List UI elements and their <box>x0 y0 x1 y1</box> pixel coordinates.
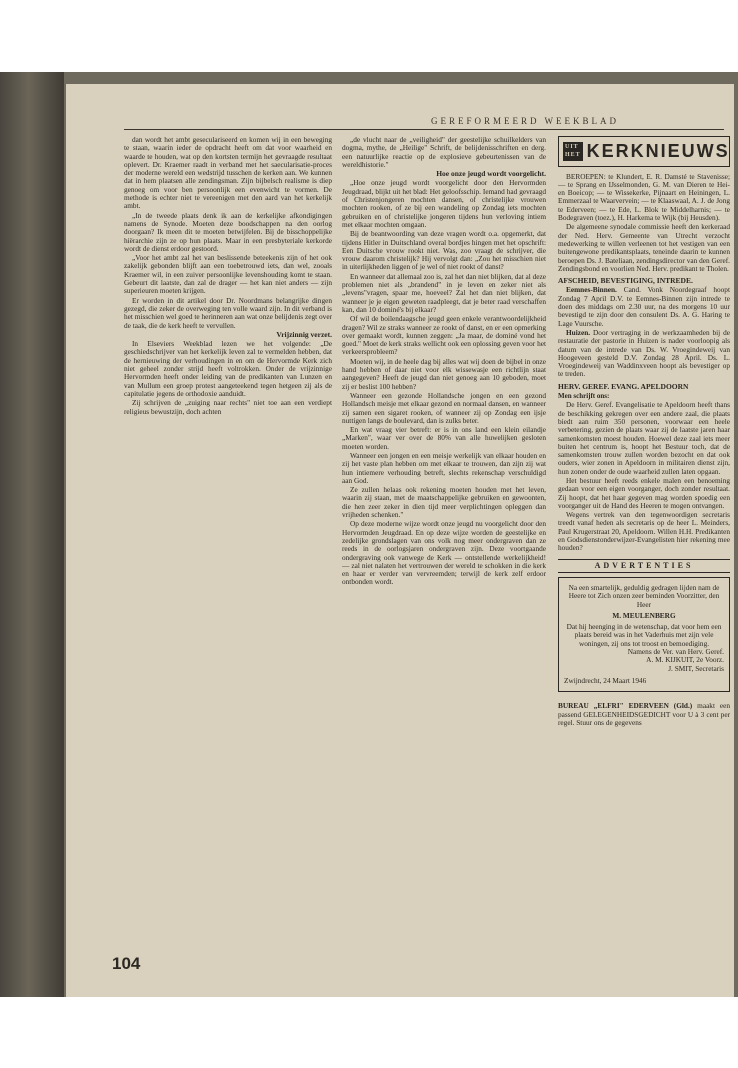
kerknieuws-banner <box>558 136 730 167</box>
header-rule <box>124 129 724 130</box>
paragraph: Moeten wij, in de heele dag bij alles wat wij doen de bijbel in onze hand hebben of daar niet voor elk wissewasje een richtlijn staat aangegeven? Heeft de jeugd dan niet genoeg aan 10 geboden, moet zij er beslist 100 hebben? <box>342 356 546 391</box>
ad-signature: A. M. KIJKUIT, 2e Voorz. <box>646 655 724 665</box>
place-name: Huizen. <box>566 327 591 337</box>
ad-place-date: Zwijndrecht, 24 Maart 1946 <box>564 675 647 685</box>
section-subheading: Men schrijft ons: <box>558 392 610 401</box>
section-heading: AFSCHEID, BEVESTIGING, INTREDE. <box>558 276 693 286</box>
ad-signature: J. SMIT, Secretaris <box>668 663 724 673</box>
book-spine <box>0 72 64 997</box>
page-number: 104 <box>112 954 141 973</box>
subheading-vrijzinnig: Vrijzinnig verzet. <box>276 329 332 339</box>
paragraph: „In de tweede plaats denk ik aan de kerkelijke afkondigingen namens de Synode. Moeten deze boodschappen na den oorlog doorgaan? Ik meen dit te moeten betwijfelen. Bij de bisschoppelijke hiërarchie zijn ze op hun plaats. Maar in een presbyteriale kerkorde wordt de dienst erdoor gestoord. <box>124 210 332 253</box>
paragraph: Wegens vertrek van den tegenwoordigen secretaris treedt vanaf heden als secretaris op de heer L. Meinders, Paul Krugerstraat 20, Apeldoorn. Willen H.H. Predikanten en Godsdienstonderwijzer-Evangelisten hier rekening mee houden? <box>558 510 730 553</box>
paragraph: De Herv. Geref. Evangelisatie te Apeldoorn heeft thans de beschikking gekregen over een andere zaal, die plaats biedt aan ruim 350 personen, voorwaar een heele verbetering, gezien de plaats waar zij de laatste jaren haar samenkomsten moest houden. Hoewel deze zaal iets meer buiten het centrum is, hoopt het Bestuur toch, dat de samenkomsten trouw zullen worden bezocht en dat ook ouders, wier zonen in Apeldoorn in militairen dienst zijn, hun zonen onder de oude waarheid zullen laten opgaan. <box>558 400 730 476</box>
paragraph: Wanneer een gezonde Hollandsche jongen en een gezond Hollandsch meisje met elkaar gezond en normaal dansen, en wanneer zij samen een sigaret rooken, of wanneer zij op Zondag een ijsje nuttigen langs de boulevard, dan is zulks beter. <box>342 390 546 425</box>
column-left <box>124 136 332 936</box>
column-right <box>558 136 730 966</box>
ad-text: Dat hij heenging in de wetenschap, dat voor hem een plaats bereid was in het Vaderhuis met zijn vele woningen, zij ons tot troost en bemoediging. <box>566 622 722 648</box>
scanned-page <box>0 72 738 997</box>
ad-signature: Namens de Ver. van Herv. Geref. <box>627 647 724 657</box>
paragraph: Wanneer een jongen en een meisje werkelijk van elkaar houden en zij het vaste plan hebben om met elkaar te trouwen, dan zijn zij wat hun intiemere verhouding betreft, slechts rekenschap verschuldigd aan God. <box>342 450 546 485</box>
paragraph: Er worden in dit artikel door Dr. Noordmans belangrijke dingen gezegd, die zeker de overweging ten volle waard zijn. In dit verband is het misschien wel goed te herinneren aan wat onze belijdenis zegt over de taak, die de kerk heeft te vervullen. <box>124 295 332 330</box>
paragraph-text: Cand. Vonk Noordegraaf hoopt Zondag 7 April D.V. te Eemnes-Binnen zijn intrede te doen des middags om 2.30 uur, na des morgens 10 uur bevestigd te zijn door den consulent Ds. A. G. Haring te Lage Vuursche. <box>558 285 730 328</box>
place-name: Eemnes-Binnen. <box>566 285 617 295</box>
bureau-name: BUREAU „ELFRI" EDERVEEN (Gld.) <box>558 701 693 711</box>
paragraph: Zij schrijven de „zuiging naar rechts" niet toe aan een verdiept religieus bewustzijn, doch achten <box>124 398 332 416</box>
paragraph <box>558 329 730 379</box>
banner-title: KERKNIEUWS <box>586 141 730 162</box>
page-sheet <box>66 84 734 997</box>
bureau-ad <box>558 702 730 727</box>
paragraph: In Elseviers Weekblad lezen we het volgende: „De geschiedschrijver van het kerkelijk leven zal te vermelden hebben, dat de hernieuwing der verhoudingen in en om de Hervormde Kerk zich niet geheel zonder strijd heeft voltrokken. Onder de vrijzinnige Hervormden heeft onder leiding van de predikanten van Lunzen en van Mullum een groep protest aangeteekend tegen hetgeen zij als de capitulatie jegens de orthodoxie aanduidt. <box>124 339 332 398</box>
paragraph: En wanneer dat allemaal zoo is, zal het dan niet blijken, dat al deze problemen niet als „brandend" in je leven en zeker niet als „levens"vragen, spaar me, hoeveel? Zal het dan niet blijken, dat wanneer je je eigen geweten raadpleegt, dat je beter raad verschaffen kan, dan 10 dominé's bij elkaar? <box>342 271 546 314</box>
ad-text: Na een smartelijk, geduldig gedragen lijden nam de Heere tot Zich onzen zeer beminden Voorzitter, den Heer <box>568 582 720 609</box>
paragraph <box>558 286 730 327</box>
banner-prefix: UIT HET <box>563 142 583 161</box>
paragraph: Op deze moderne wijze wordt onze jeugd nu voorgelicht door den Hervormden Jeugdraad. En op deze wijze worden de geestelijke en zedelijke grondslagen van ons volk nog meer ondergraven dan ze reeds in de oorlogsjaren ondergraven zijn. Deze voortgaande ondergraving ook vanwege de Kerk — ontstellende werkelijkheid! — zal niet nalaten het vertrouwen der wereld te schokken in die kerk en haar er verder van vervreemden; terwijl de kerk zelf erdoor ontbonden wordt. <box>342 519 546 587</box>
running-header: GEREFORMEERD WEEKBLAD <box>430 116 620 126</box>
paragraph-text: Door vertraging in de werkzaamheden bij de restauratie der pastorie in Huizen is nader voorloopig als datum van de intrede van Ds. W. Vroegindeweij van Hoogeveen gesteld D.V. Zondag 28 April. Ds. L. Vroegindeweij van Waddinxveen hoopt als bevestiger op te treden. <box>558 327 730 379</box>
paragraph: Bij de beantwoording van deze vragen wordt o.a. opgemerkt, dat tijdens Hitler in Duitschland overal bordjes hingen met het opschrift: Een Duitsche vrouw rookt niet. Was, zoo vraagt de schrijver, die vrouw daarom christelijk? Hij vervolgt dan: „Zou het misschien niet in uiterlijkheden liggen of je wel of niet rookt of danst? <box>342 229 546 272</box>
advertenties-heading: ADVERTENTIES <box>558 559 730 573</box>
paragraph: BEROEPEN: te Klundert, E. R. Damsté te Stavenisse; — te Sprang en IJsselmonden, G. M. van Dieren te Hei- en Boeicop; — te Wissekerke, Pijnaart en Heiningen, L. Emmerzaal te Waarvervein; — te Klaaswaal, A. J. de Jong te Ederveen; — te Ede, L. Blok te Middelharnis; — te Bodegraven (toez.), H. Harkema te Wijk (bij Heusden). <box>558 171 730 223</box>
column-middle <box>342 136 546 936</box>
bureau-text: maakt een passend GELEGENHEIDSGEDICHT voor U à 3 cent per regel. Stuur ons de gegevens <box>558 701 730 727</box>
paragraph: „Hoe onze jeugd wordt voorgelicht door den Hervormden Jeugdraad, blijkt uit het blad: Het geloofsschip. Iemand had gevraagd of Christenjongeren mochten dansen, of christelijke vrouwen mochten rooken, of ze bij een wandeling op Zondag iets mochten gebruiken en of christelijke jongeren tijdens hun verloving intiem met elkaar mochten omgaan. <box>342 178 546 229</box>
paragraph: Het bestuur heeft reeds enkele malen een benoeming gedaan voor een eigen voorganger, doch zonder resultaat. Zij hoopt, dat het haar gegeven mag worden spoedig een voorganger uit de Hand des Heeren te mogen ontvangen. <box>558 475 730 510</box>
ad-deceased-name: M. MEULENBERG <box>612 610 676 620</box>
paragraph: „de vlucht naar de „veiligheid" der geestelijke schuilkelders van dogma, mythe, de „Heilige" Schrift, de belijdenisschriften en derg. een natuurlijke reactie op de explosieve gebeurtenissen van de wereldhistorie." <box>342 136 546 169</box>
paragraph: De algemeene synodale commissie heeft den kerkeraad der Ned. Herv. Gemeente van Utrecht verzocht medewerking te willen verleenen tot het vestigen van een buitengewone predikantsplaats, teneinde daarin te kunnen beroepen Ds. J. Bateliaan, zendingsdirector van den Geref. Zendingsbond en voorlien Ned. Herv. predikant te Tholen. <box>558 222 730 273</box>
section-heading: HERV. GEREF. EVANG. APELDOORN <box>558 381 689 391</box>
paragraph: dan wordt het ambt geseculariseerd en komen wij in een beweging te staan, waarin ieder de opdracht heeft om dat voor waarheid en waarde te houden, wat op den kortsten termijn het gevraagde resultaat oplevert. Dr. Kraemer raadt in verband met het saecularisatie-proces der moderne wereld een wedstrijd tusschen de kerken aan. We kunnen dat in hem plaatsen alle zendingsman. Zijn bijbelsch realisme is diep genoeg om voor ben persoonlijk een evenwicht te vormen. De methode is echter niet te vereenigen met den aard van het kerkelijk ambt. <box>124 136 332 211</box>
paragraph: En wat vraag vier betreft: er is in ons land een klein eilandje „Marken", waar ver over de 80% van alle huwelijken gesloten moeten worden. <box>342 425 546 451</box>
obituary-ad <box>558 577 730 692</box>
paragraph: Ze zullen helaas ook rekening moeten houden met het leven, waarin zij staan, met de maatschappelijke gebruiken en gewoonten, die hen zeer zeker in dien tijd meer verplichtingen opleggen dan vrijheden schenken." <box>342 485 546 520</box>
paragraph: „Voor het ambt zal het van beslissende beteekenis zijn of het ook zakelijk gebonden blijft aan een toebetrouwd iets, dan wel, zooals Kraemer wil, in een zuiver persoonlijke levenshouding komt te staan. Gebeurt dit laatste, dan zal de drager — het kan niet anders — zijn superieuren moeten krijgen. <box>124 253 332 296</box>
paragraph: Of wil de boilendaagsche jeugd geen enkele verantwoordelijkheid dragen? Wil ze straks wanneer ze rookt of danst, en er een opmerking over gemaakt wordt, kunnen zeggen: „Ja maar, de dominé vond het goed." Moet de kerk straks wellicht ook een oplossing geven voor het verkeersprobleem? <box>342 314 546 357</box>
subheading-jeugd: Hoe onze jeugd wordt voorgelicht. <box>436 169 546 179</box>
